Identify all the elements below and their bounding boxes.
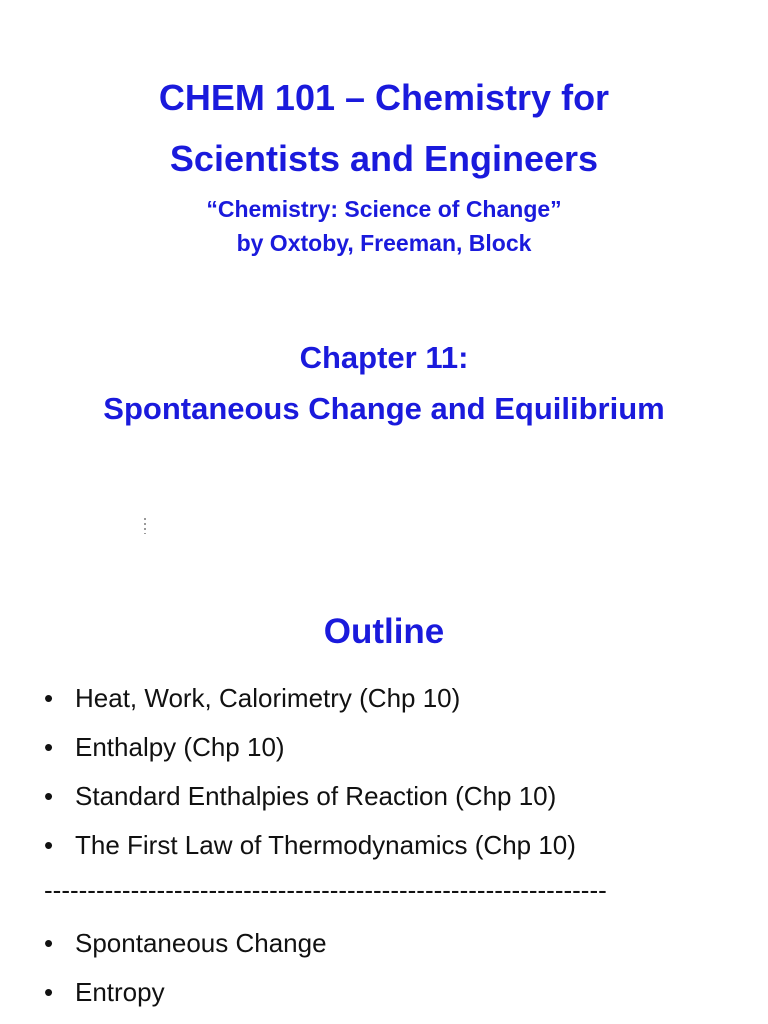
outline-item [44, 975, 327, 1024]
outline-item-label: Entropy [75, 977, 165, 1007]
outline-item [44, 779, 576, 828]
outline-list-current-chapter [44, 926, 327, 1024]
bullet-icon: • [44, 830, 54, 860]
course-title-line-1: CHEM 101 – Chemistry for [158, 77, 610, 118]
outline-item-label: Standard Enthalpies of Reaction (Chp 10) [75, 781, 557, 811]
course-title-line-2: Scientists and Engineers [169, 138, 599, 179]
chapter-title: Spontaneous Change and Equilibrium [103, 391, 665, 426]
outline-item-label: Enthalpy (Chp 10) [75, 732, 285, 762]
outline-item [44, 681, 576, 730]
bullet-icon: • [44, 683, 54, 713]
outline-item [44, 828, 576, 877]
bullet-icon: • [44, 928, 54, 958]
outline-item [44, 730, 576, 779]
outline-heading: Outline [323, 612, 445, 651]
textbook-title: “Chemistry: Science of Change” [206, 196, 562, 222]
outline-item-label: Heat, Work, Calorimetry (Chp 10) [75, 683, 461, 713]
outline-item [44, 926, 327, 975]
stray-mark [144, 518, 146, 534]
section-divider: ----------------------------------------------------------------- [44, 875, 607, 905]
textbook-authors: by Oxtoby, Freeman, Block [236, 230, 532, 256]
chapter-number: Chapter 11: [299, 340, 469, 375]
bullet-icon: • [44, 977, 54, 1007]
bullet-icon: • [44, 732, 54, 762]
outline-item-label: Spontaneous Change [75, 928, 327, 958]
outline-item-label: The First Law of Thermodynamics (Chp 10) [75, 830, 576, 860]
outline-list-prior-chapter [44, 681, 576, 877]
bullet-icon: • [44, 781, 54, 811]
